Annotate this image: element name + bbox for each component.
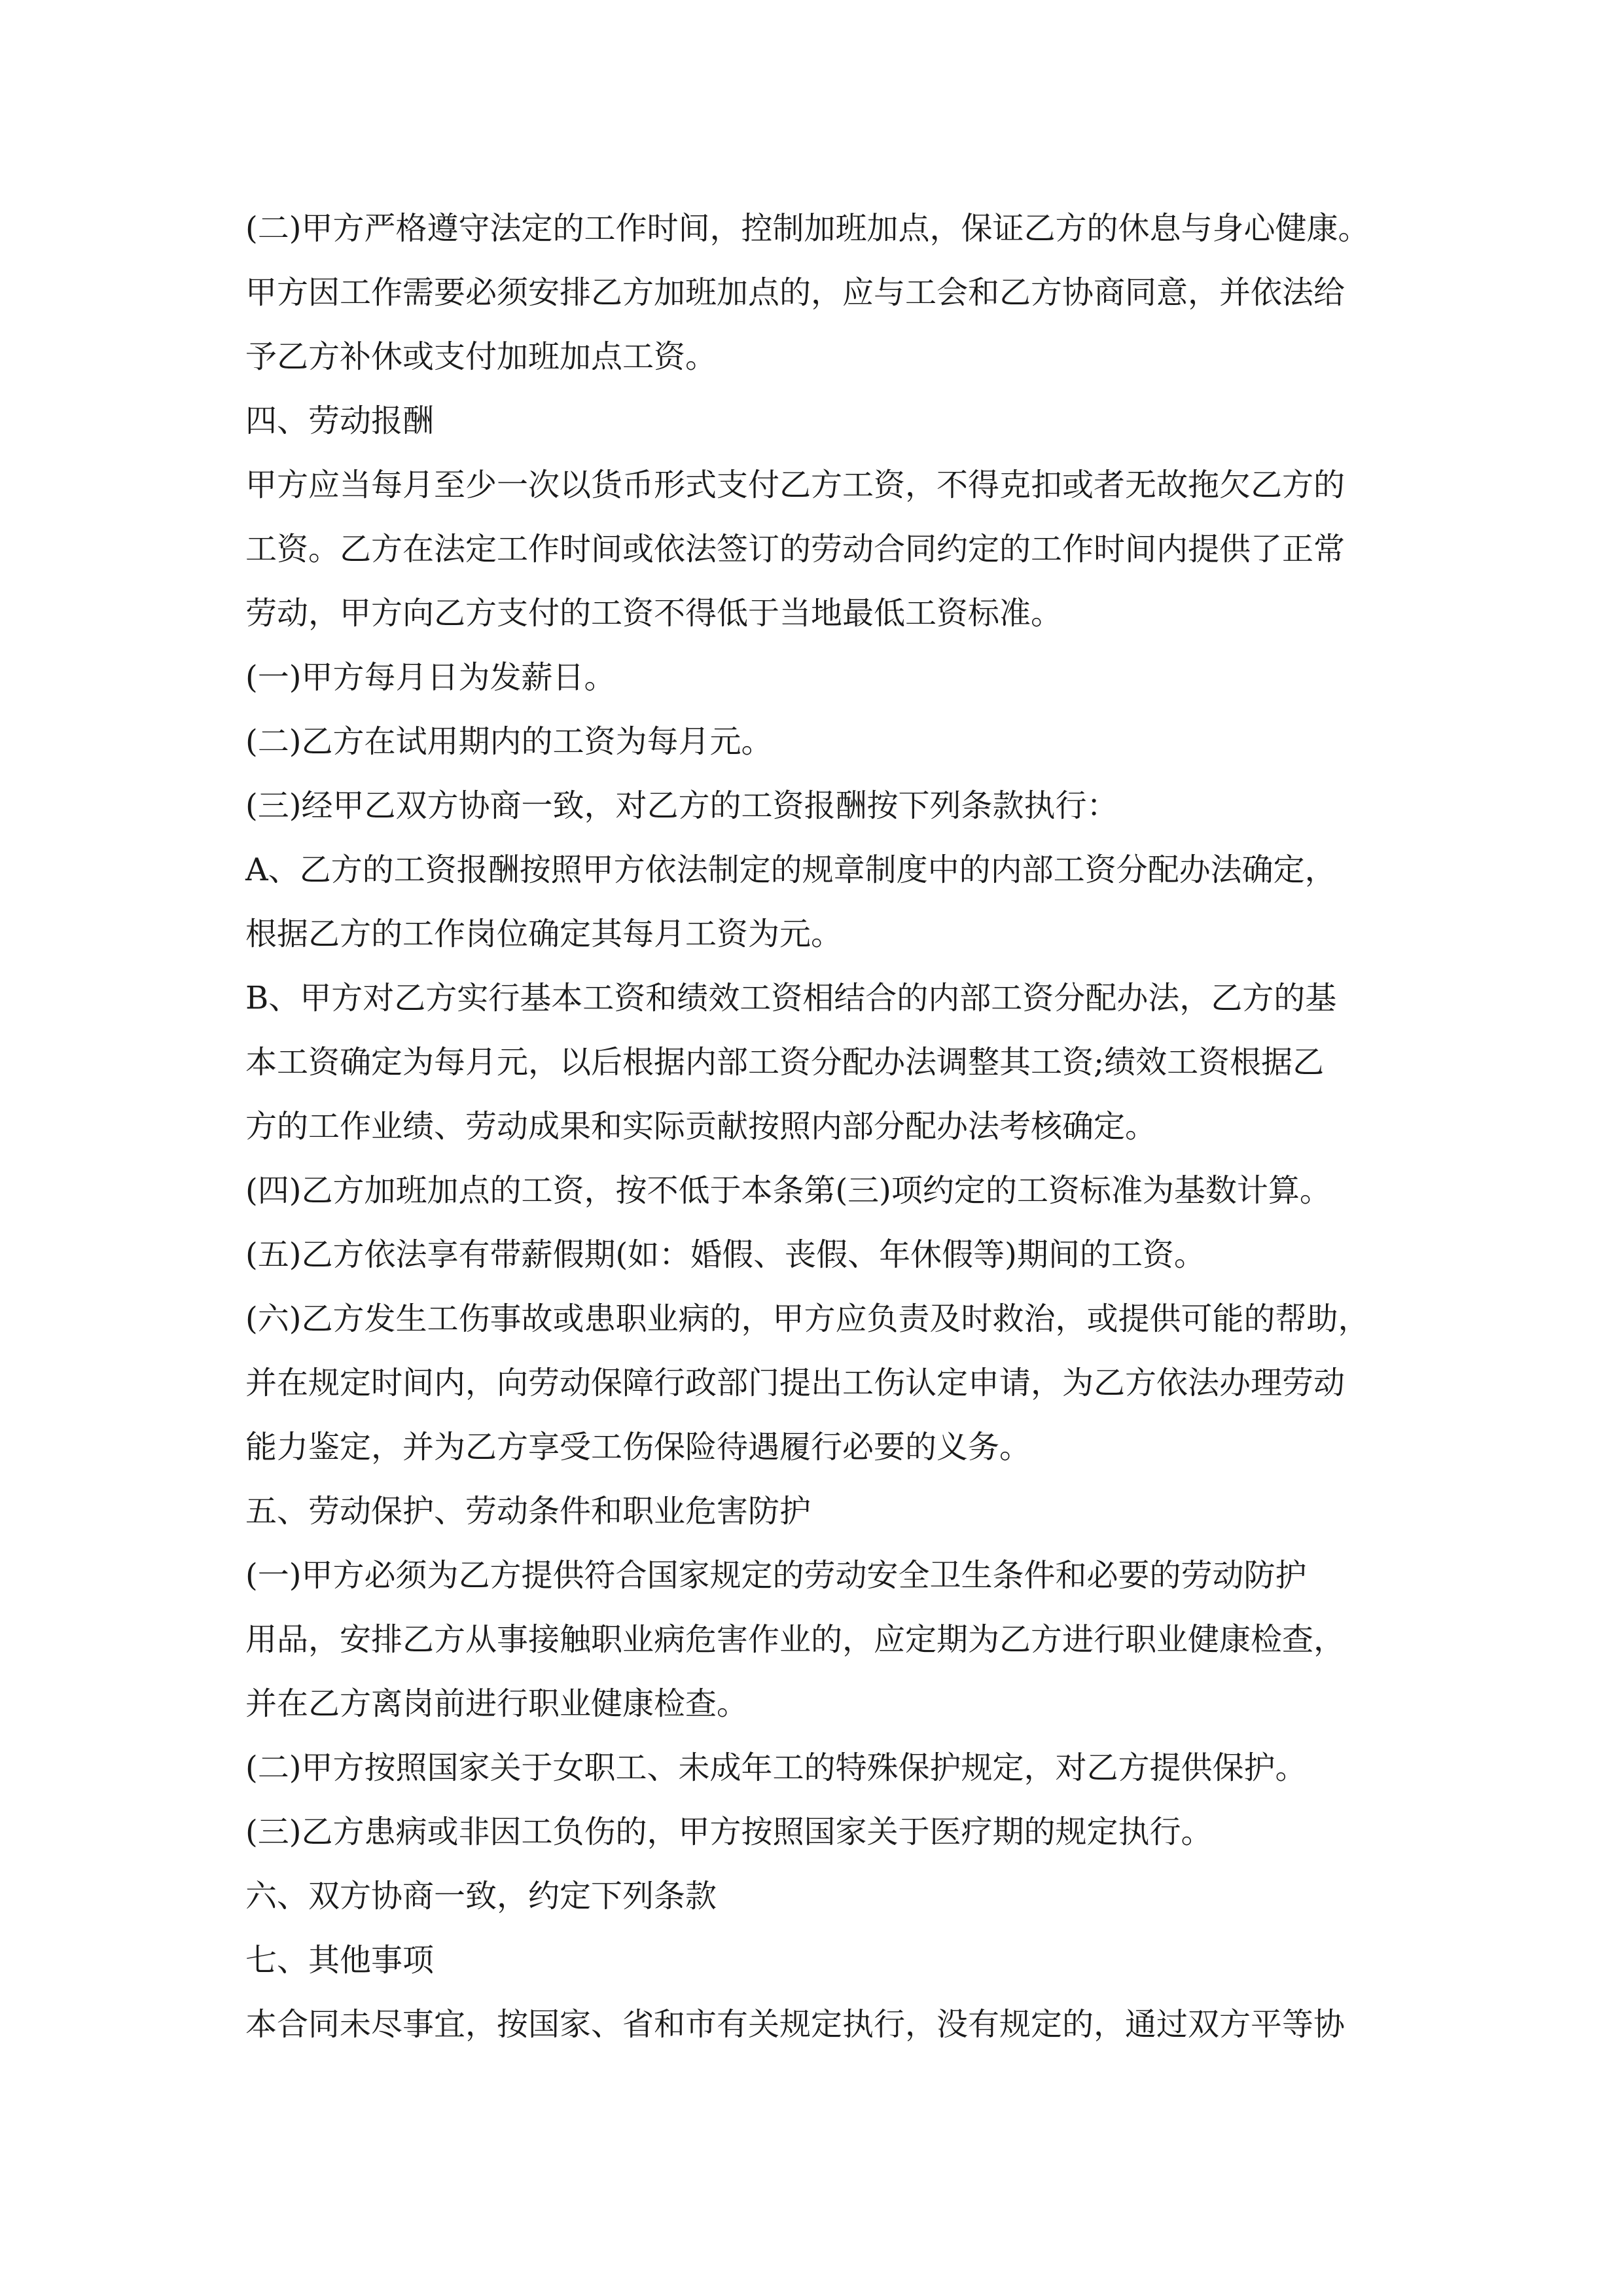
text-line: (五)乙方依法享有带薪假期(如：婚假、丧假、年休假等)期间的工资。 [245, 1236, 1205, 1273]
text-line: 方的工作业绩、劳动成果和实际贡献按照内部分配办法考核确定。 [245, 1108, 1157, 1145]
text-line: (六)乙方发生工伤事故或患职业病的，甲方应负责及时救治，或提供可能的帮助， [245, 1300, 1370, 1337]
text-line: 能力鉴定，并为乙方享受工伤保险待遇履行必要的义务。 [245, 1429, 1031, 1465]
text-line: (四)乙方加班加点的工资，按不低于本条第(三)项约定的工资标准为基数计算。 [245, 1172, 1331, 1209]
text-line: 本工资确定为每月元，以后根据内部工资分配办法调整其工资;绩效工资根据乙 [245, 1044, 1325, 1081]
text-line: (三)经甲乙双方协商一致，对乙方的工资报酬按下列条款执行： [245, 787, 1118, 824]
text-line: 劳动，甲方向乙方支付的工资不得低于当地最低工资标准。 [245, 595, 1063, 632]
text-line: (二)甲方按照国家关于女职工、未成年工的特殊保护规定，对乙方提供保护。 [245, 1749, 1307, 1786]
section-heading: 七、其他事项 [245, 1942, 435, 1979]
section-heading: 六、双方协商一致，约定下列条款 [245, 1878, 717, 1914]
text-line: 予乙方补休或支付加班加点工资。 [245, 338, 717, 375]
text-line: (一)甲方每月日为发薪日。 [245, 659, 616, 696]
text-line: B、甲方对乙方实行基本工资和绩效工资相结合的内部工资分配办法，乙方的基 [245, 980, 1337, 1016]
text-line: (三)乙方患病或非因工负伤的，甲方按照国家关于医疗期的规定执行。 [245, 1814, 1213, 1850]
section-heading: 五、劳动保护、劳动条件和职业危害防护 [245, 1493, 812, 1530]
text-line: 本合同未尽事宜，按国家、省和市有关规定执行，没有规定的，通过双方平等协 [245, 2006, 1346, 2043]
text-line: (二)甲方严格遵守法定的工作时间，控制加班加点，保证乙方的休息与身心健康。 [245, 210, 1370, 247]
text-line: 并在规定时间内，向劳动保障行政部门提出工伤认定申请，为乙方依法办理劳动 [245, 1365, 1346, 1401]
text-line: 用品，安排乙方从事接触职业病危害作业的，应定期为乙方进行职业健康检查， [245, 1621, 1346, 1658]
text-line: 工资。乙方在法定工作时间或依法签订的劳动合同约定的工作时间内提供了正常 [245, 531, 1346, 567]
text-line: 甲方应当每月至少一次以货币形式支付乙方工资，不得克扣或者无故拖欠乙方的 [245, 467, 1346, 503]
text-line: 并在乙方离岗前进行职业健康检查。 [245, 1685, 749, 1722]
text-line: A、乙方的工资报酬按照甲方依法制定的规章制度中的内部工资分配办法确定， [245, 852, 1336, 888]
text-line: (一)甲方必须为乙方提供符合国家规定的劳动安全卫生条件和必要的劳动防护 [245, 1557, 1307, 1594]
text-line: (二)乙方在试用期内的工资为每月元。 [245, 723, 773, 760]
text-line: 根据乙方的工作岗位确定其每月工资为元。 [245, 916, 843, 952]
text-line: 甲方因工作需要必须安排乙方加班加点的，应与工会和乙方协商同意，并依法给 [245, 274, 1346, 311]
section-heading: 四、劳动报酬 [245, 403, 435, 439]
document-body [245, 196, 1404, 2056]
